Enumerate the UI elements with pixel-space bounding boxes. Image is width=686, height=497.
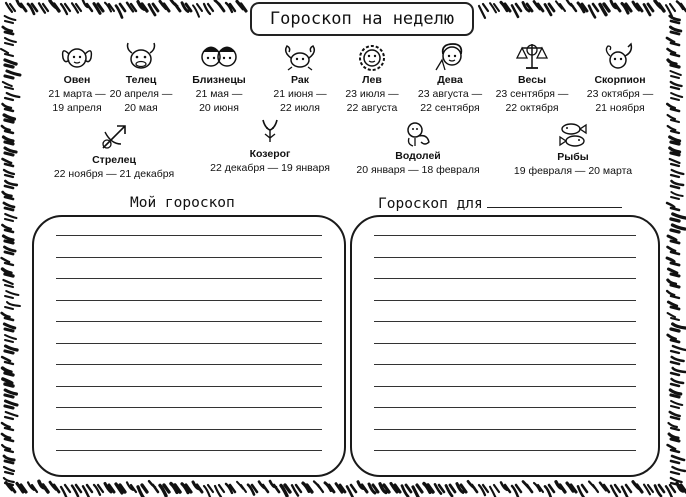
sign-dates: 20 января — 18 февраля: [356, 164, 480, 176]
border-scribble-mark: [512, 4, 521, 17]
border-scribble-mark: [512, 485, 521, 497]
border-scribble-mark: [668, 313, 679, 320]
border-scribble-mark: [2, 434, 13, 441]
writing-line[interactable]: [56, 450, 322, 451]
horoscope-for-heading: [378, 195, 622, 212]
writing-line[interactable]: [374, 300, 636, 301]
sign-dates-start: 23 октября —: [586, 88, 654, 100]
border-scribble-mark: [2, 258, 13, 265]
my-horoscope-heading: Мой гороскоп: [130, 195, 235, 211]
border-scribble-mark: [668, 126, 679, 133]
writing-line[interactable]: [56, 257, 322, 258]
page-title-text: Гороскоп на неделю: [269, 9, 455, 29]
border-scribble-mark: [677, 1, 686, 11]
border-scribble-mark: [105, 3, 114, 12]
border-scribble-mark: [347, 485, 356, 497]
border-scribble-mark: [666, 485, 675, 497]
border-scribble-mark: [668, 115, 679, 122]
border-scribble-mark: [149, 4, 158, 15]
border-scribble-mark: [578, 3, 587, 12]
border-scribble-mark: [72, 3, 81, 12]
border-scribble-mark: [490, 485, 499, 497]
sign-dates-end: 22 июля: [280, 102, 320, 114]
border-scribble-mark: [668, 302, 679, 309]
border-scribble-mark: [671, 346, 686, 353]
border-scribble-mark: [6, 3, 15, 12]
border-scribble-mark: [5, 335, 16, 342]
border-scribble-mark: [671, 368, 685, 375]
border-scribble-mark: [292, 485, 301, 496]
sign-dates-start: 23 августа —: [417, 88, 483, 100]
sign-name: Козерог: [249, 148, 291, 160]
border-scribble-mark: [3, 192, 13, 199]
border-scribble-mark: [248, 485, 257, 495]
border-scribble-mark: [2, 269, 13, 276]
sign-sagittarius: [24, 122, 204, 181]
border-scribble-mark: [4, 115, 14, 122]
border-scribble-mark: [4, 170, 14, 177]
border-scribble-mark: [670, 27, 680, 34]
border-scribble-mark: [668, 247, 679, 254]
border-scribble-mark: [138, 2, 147, 11]
border-scribble-mark: [670, 412, 680, 419]
border-scribble-mark: [567, 0, 576, 11]
border-scribble-mark: [193, 482, 202, 492]
border-scribble-mark: [259, 482, 268, 492]
border-scribble-mark: [413, 485, 422, 497]
border-scribble-mark: [567, 483, 576, 492]
border-scribble-mark: [668, 335, 679, 342]
writing-line[interactable]: [56, 429, 322, 430]
border-scribble-mark: [50, 1, 59, 11]
border-scribble-mark: [424, 484, 433, 493]
border-scribble-mark: [5, 181, 17, 188]
border-scribble-mark: [668, 269, 679, 276]
sign-name: Близнецы: [192, 74, 246, 86]
border-scribble-mark: [138, 485, 147, 497]
border-scribble-mark: [94, 485, 103, 495]
border-scribble-mark: [2, 368, 13, 375]
border-scribble-mark: [655, 485, 664, 496]
border-scribble-mark: [314, 481, 323, 492]
sign-dates-start: 23 июля —: [345, 88, 399, 100]
writing-line[interactable]: [374, 321, 636, 322]
writing-line[interactable]: [374, 235, 636, 236]
border-scribble-mark: [5, 93, 19, 100]
border-scribble-mark: [17, 0, 26, 11]
aries-ram-icon: [59, 40, 95, 72]
border-scribble-mark: [435, 484, 444, 493]
border-scribble-mark: [2, 126, 13, 133]
border-scribble-mark: [3, 82, 13, 89]
sign-dates-end: 20 мая: [124, 102, 158, 114]
border-scribble-mark: [545, 4, 554, 15]
border-scribble-mark: [666, 4, 675, 16]
page-title: [250, 2, 474, 36]
sign-dates: 22 ноября — 21 декабря: [53, 168, 175, 180]
border-scribble-mark: [668, 445, 679, 452]
sign-dates: 22 декабря — 19 января: [210, 162, 330, 174]
border-scribble-mark: [160, 485, 169, 496]
border-scribble-mark: [490, 3, 499, 12]
sign-name: Лев: [362, 74, 382, 86]
border-scribble-mark: [3, 379, 13, 386]
sign-scorpio: [570, 40, 670, 115]
taurus-bull-icon: [123, 40, 159, 72]
border-scribble-mark: [127, 482, 136, 492]
border-scribble-mark: [633, 2, 642, 11]
border-scribble-mark: [556, 1, 565, 11]
border-scribble-mark: [270, 481, 279, 492]
border-scribble-mark: [545, 485, 554, 497]
border-scribble-mark: [667, 203, 679, 210]
border-scribble-mark: [226, 3, 235, 12]
writing-line[interactable]: [374, 407, 636, 408]
sign-name: Рыбы: [557, 151, 589, 163]
border-scribble-mark: [4, 467, 14, 474]
border-scribble-mark: [671, 192, 683, 199]
border-scribble-mark: [671, 456, 684, 463]
border-scribble-mark: [303, 483, 312, 492]
border-scribble-mark: [5, 38, 16, 45]
aquarius-water-bearer-icon: [401, 118, 435, 148]
border-scribble-mark: [325, 483, 334, 492]
border-scribble-mark: [2, 313, 13, 320]
border-scribble-mark: [589, 4, 598, 17]
border-scribble-mark: [3, 236, 13, 243]
border-scribble-mark: [611, 1, 620, 11]
sign-dates: 19 февраля — 20 марта: [513, 165, 633, 177]
border-scribble-mark: [670, 71, 680, 78]
border-scribble-mark: [358, 482, 367, 492]
border-scribble-mark: [670, 148, 680, 155]
border-scribble-mark: [149, 481, 158, 492]
border-scribble-mark: [622, 4, 631, 14]
border-scribble-mark: [72, 485, 81, 496]
border-scribble-mark: [94, 4, 103, 14]
border-scribble-mark: [3, 280, 13, 287]
name-fill-in-line[interactable]: [487, 195, 622, 208]
border-scribble-mark: [446, 485, 455, 496]
border-scribble-mark: [622, 485, 631, 497]
border-scribble-mark: [215, 0, 224, 11]
pisces-fish-icon: [556, 119, 590, 149]
writing-line[interactable]: [56, 300, 322, 301]
horoscope-for-label: Гороскоп для: [378, 196, 483, 212]
sign-name: Дева: [437, 74, 463, 86]
sign-name: Водолей: [395, 150, 441, 162]
writing-line[interactable]: [56, 321, 322, 322]
border-scribble-mark: [671, 467, 685, 474]
sign-dates-start: 21 июня —: [273, 88, 327, 100]
border-scribble-mark: [501, 2, 510, 11]
writing-line[interactable]: [374, 386, 636, 387]
sign-name: Овен: [63, 74, 91, 86]
border-scribble-mark: [171, 484, 180, 493]
border-scribble-mark: [402, 485, 411, 496]
border-scribble-mark: [391, 483, 400, 492]
border-scribble-mark: [667, 258, 679, 265]
border-scribble-mark: [556, 482, 565, 492]
border-scribble-mark: [17, 483, 26, 492]
writing-line[interactable]: [56, 343, 322, 344]
sign-dates-start: 21 мая —: [195, 88, 243, 100]
border-scribble-mark: [644, 4, 653, 15]
border-scribble-mark: [4, 203, 14, 210]
border-scribble-mark: [600, 483, 609, 492]
sign-dates-start: 23 сентября —: [495, 88, 569, 100]
border-scribble-mark: [61, 4, 70, 14]
sign-dates-start: 20 апреля —: [109, 88, 173, 100]
sign-dates-end: 22 сентября: [420, 102, 480, 114]
border-scribble-mark: [669, 434, 679, 441]
border-scribble-mark: [204, 4, 213, 14]
border-scribble-mark: [83, 0, 92, 11]
sign-dates-end: 22 октября: [505, 102, 559, 114]
border-scribble-mark: [668, 280, 679, 287]
border-scribble-mark: [671, 214, 686, 221]
border-scribble-mark: [644, 485, 653, 495]
my-horoscope-panel[interactable]: [32, 215, 346, 477]
border-scribble-mark: [671, 181, 683, 188]
border-scribble-mark: [611, 485, 620, 496]
border-scribble-mark: [523, 3, 532, 12]
border-scribble-mark: [105, 483, 114, 492]
writing-line[interactable]: [374, 343, 636, 344]
border-scribble-mark: [667, 291, 679, 298]
border-scribble-mark: [479, 485, 488, 495]
border-scribble-mark: [2, 445, 13, 452]
border-scribble-mark: [237, 482, 246, 492]
border-scribble-mark: [83, 485, 92, 497]
border-scribble-mark: [182, 3, 191, 12]
leo-lion-icon: [354, 40, 390, 72]
writing-line[interactable]: [374, 429, 636, 430]
border-scribble-mark: [5, 247, 16, 254]
border-scribble-mark: [1, 49, 13, 56]
border-scribble-mark: [237, 1, 246, 11]
border-scribble-mark: [671, 379, 683, 386]
sign-dates-end: 19 апреля: [52, 102, 102, 114]
border-scribble-mark: [336, 484, 345, 493]
border-scribble-mark: [50, 482, 59, 492]
border-scribble-mark: [182, 484, 191, 493]
border-scribble-mark: [193, 4, 202, 17]
writing-line[interactable]: [56, 386, 322, 387]
border-scribble-mark: [633, 482, 642, 492]
border-scribble-mark: [226, 484, 235, 493]
sign-name: Стрелец: [92, 154, 136, 166]
border-scribble-mark: [5, 148, 16, 155]
sign-dates-start: 21 марта —: [48, 88, 106, 100]
border-scribble-mark: [655, 1, 664, 11]
border-scribble-mark: [670, 16, 680, 23]
border-scribble-mark: [671, 401, 682, 408]
border-scribble-mark: [671, 82, 682, 89]
border-scribble-mark: [534, 483, 543, 492]
border-scribble-mark: [215, 485, 224, 497]
border-scribble-mark: [479, 4, 488, 18]
sign-name: Скорпион: [594, 74, 646, 86]
border-scribble-mark: [468, 481, 477, 492]
border-scribble-mark: [671, 93, 682, 100]
sign-dates-end: 21 ноября: [595, 102, 645, 114]
border-scribble-mark: [668, 423, 679, 430]
border-scribble-mark: [5, 302, 20, 309]
sign-name: Весы: [517, 74, 547, 86]
border-scribble-mark: [5, 16, 16, 23]
border-scribble-mark: [28, 482, 37, 492]
border-scribble-mark: [2, 104, 13, 111]
border-scribble-mark: [589, 482, 598, 492]
sign-aquarius: [328, 118, 508, 177]
border-scribble-mark: [457, 484, 466, 493]
libra-scales-icon: [514, 40, 550, 72]
border-scribble-mark: [668, 236, 679, 243]
border-scribble-mark: [4, 456, 14, 463]
sagittarius-archer-icon: [97, 122, 131, 152]
border-scribble-mark: [3, 27, 13, 34]
sign-name: Рак: [291, 74, 309, 86]
sign-libra: [482, 40, 582, 115]
border-scribble-mark: [670, 159, 680, 166]
horoscope-for-panel[interactable]: [350, 215, 660, 477]
sign-dates-end: 20 июня: [199, 102, 239, 114]
sign-pisces: [483, 119, 663, 178]
border-scribble-mark: [5, 60, 16, 67]
cancer-crab-icon: [282, 40, 318, 72]
writing-line[interactable]: [374, 278, 636, 279]
writing-line[interactable]: [56, 407, 322, 408]
border-scribble-mark: [671, 324, 685, 331]
border-scribble-mark: [3, 137, 13, 144]
border-scribble-mark: [28, 4, 37, 14]
border-scribble-mark: [523, 482, 532, 492]
gemini-twins-icon: [199, 40, 239, 72]
border-scribble-mark: [671, 170, 683, 177]
scorpio-scorpion-icon: [602, 40, 638, 72]
border-scribble-mark: [2, 225, 13, 232]
virgo-maiden-icon: [432, 40, 468, 72]
writing-line[interactable]: [56, 364, 322, 365]
border-scribble-mark: [5, 71, 20, 78]
border-scribble-mark: [61, 485, 70, 497]
border-scribble-mark: [3, 159, 13, 166]
border-scribble-mark: [5, 390, 16, 397]
border-scribble-mark: [5, 214, 16, 221]
border-scribble-mark: [116, 4, 125, 17]
border-scribble-mark: [5, 291, 18, 298]
border-scribble-mark: [369, 484, 378, 493]
border-scribble-mark: [2, 357, 13, 364]
border-scribble-mark: [671, 357, 684, 364]
border-scribble-mark: [4, 324, 14, 331]
writing-line[interactable]: [374, 257, 636, 258]
capricorn-goat-icon: [253, 116, 287, 146]
border-scribble-mark: [501, 482, 510, 492]
border-scribble-mark: [160, 1, 169, 11]
border-scribble-mark: [39, 3, 48, 12]
border-scribble-mark: [578, 485, 587, 497]
border-scribble-mark: [171, 0, 180, 11]
writing-line[interactable]: [374, 450, 636, 451]
border-scribble-mark: [600, 4, 609, 15]
border-scribble-mark: [281, 485, 290, 496]
border-scribble-mark: [380, 484, 389, 493]
border-scribble-mark: [5, 346, 17, 353]
border-scribble-mark: [127, 3, 136, 12]
border-scribble-mark: [2, 423, 13, 430]
border-scribble-mark: [5, 401, 17, 408]
border-scribble-mark: [116, 484, 125, 493]
border-scribble-mark: [204, 485, 213, 497]
border-scribble-mark: [670, 137, 680, 144]
border-scribble-mark: [534, 2, 543, 11]
border-scribble-mark: [39, 481, 48, 492]
border-scribble-mark: [670, 390, 680, 397]
writing-line[interactable]: [374, 364, 636, 365]
sign-dates-end: 22 августа: [346, 102, 398, 114]
sign-name: Телец: [125, 74, 157, 86]
border-scribble-mark: [5, 412, 17, 419]
border-scribble-mark: [671, 225, 685, 232]
writing-line[interactable]: [56, 235, 322, 236]
writing-line[interactable]: [56, 278, 322, 279]
